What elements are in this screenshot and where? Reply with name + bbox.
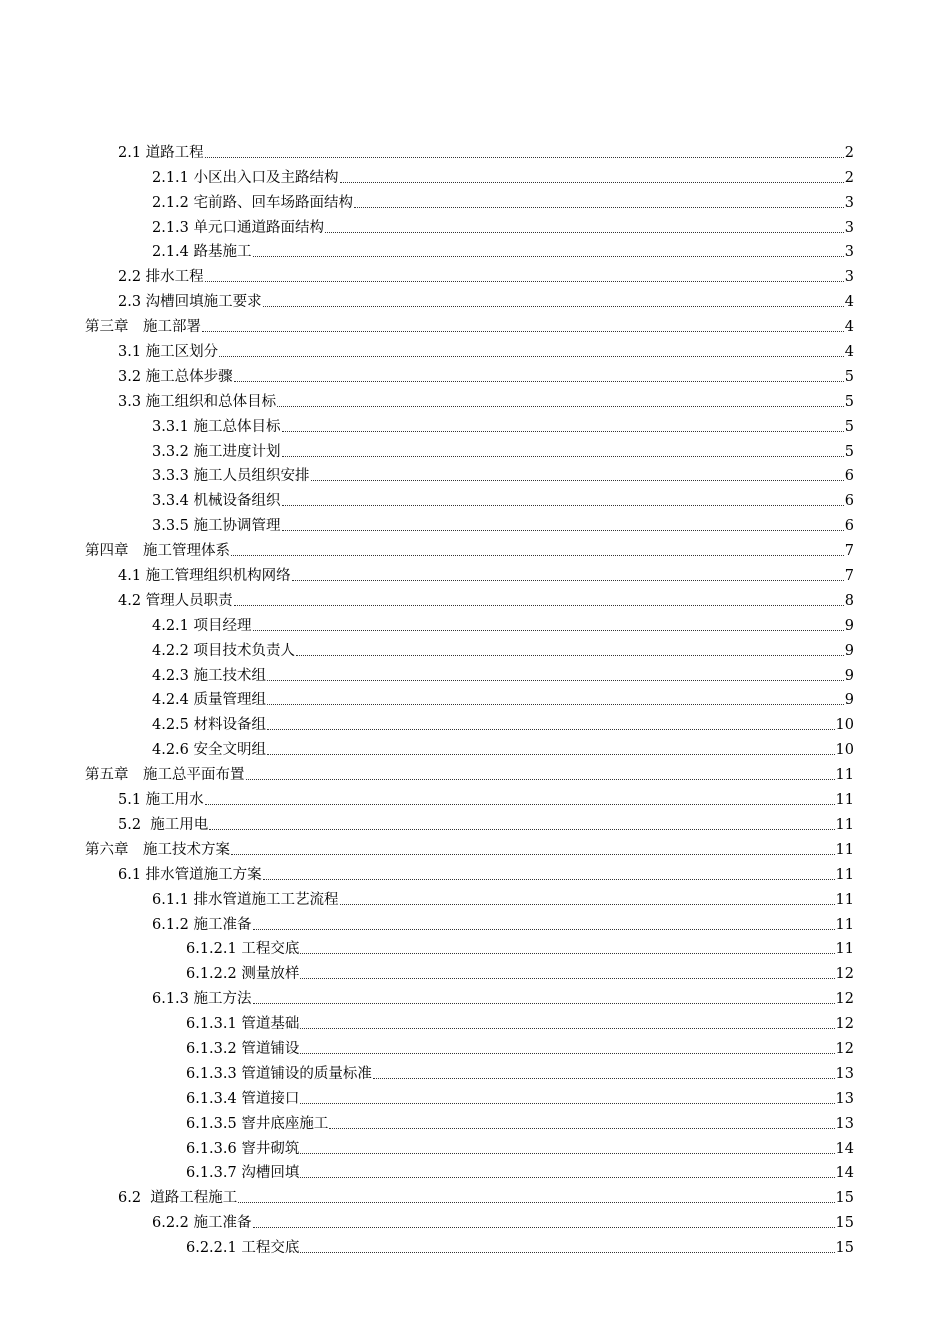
toc-page-number: 3 xyxy=(844,219,854,236)
toc-entry-label: 3.3.2 施工进度计划 xyxy=(152,443,281,460)
toc-leader-dots xyxy=(205,157,844,158)
toc-entry[interactable] xyxy=(0,1136,950,1161)
toc-entry-label: 6.1.3.5 窨井底座施工 xyxy=(186,1115,329,1132)
toc-entry-label: 6.1.3.1 管道基础 xyxy=(186,1016,300,1033)
toc-leader-dots xyxy=(219,356,844,357)
toc-page-number: 13 xyxy=(835,1115,854,1132)
toc-entry-line xyxy=(186,1090,854,1108)
toc-entry-line xyxy=(118,293,854,311)
toc-entry-label: 2.3 沟槽回填施工要求 xyxy=(118,294,262,311)
toc-leader-dots xyxy=(234,381,844,382)
toc-page-number: 5 xyxy=(844,443,854,460)
toc-entry[interactable] xyxy=(0,1185,950,1210)
toc-entry-line xyxy=(152,891,854,909)
toc-entry-label: 5.1 施工用水 xyxy=(118,792,204,809)
toc-entry-line xyxy=(85,318,854,336)
toc-page-number: 15 xyxy=(835,1215,854,1232)
toc-entry[interactable] xyxy=(0,986,950,1011)
toc-entry-line xyxy=(152,219,854,237)
toc-entry-label: 第六章 施工技术方案 xyxy=(85,841,230,858)
toc-leader-dots xyxy=(292,580,844,581)
toc-leader-dots xyxy=(238,1202,834,1203)
toc-leader-dots xyxy=(300,978,834,979)
toc-entry[interactable] xyxy=(0,464,950,489)
toc-entry[interactable] xyxy=(0,1061,950,1086)
toc-leader-dots xyxy=(246,779,835,780)
toc-entry-label: 2.1.4 路基施工 xyxy=(152,244,252,261)
toc-page-number: 9 xyxy=(844,617,854,634)
toc-entry[interactable] xyxy=(0,812,950,837)
toc-entry[interactable] xyxy=(0,887,950,912)
toc-entry-label: 2.2 排水工程 xyxy=(118,269,204,286)
toc-entry[interactable] xyxy=(0,513,950,538)
toc-entry-label: 4.2.5 材料设备组 xyxy=(152,717,267,734)
toc-entry-line xyxy=(186,1015,854,1033)
toc-page-number: 10 xyxy=(835,742,854,759)
toc-entry[interactable] xyxy=(0,862,950,887)
toc-entry-line xyxy=(186,1164,854,1182)
toc-entry[interactable] xyxy=(0,140,950,165)
toc-entry-line xyxy=(186,1115,854,1133)
toc-entry-line xyxy=(152,916,854,934)
toc-leader-dots xyxy=(263,306,844,307)
toc-leader-dots xyxy=(300,1103,834,1104)
toc-page-number: 5 xyxy=(844,368,854,385)
toc-entry-line xyxy=(118,592,854,610)
toc-page-number: 12 xyxy=(835,991,854,1008)
toc-page-number: 11 xyxy=(835,767,854,784)
toc-leader-dots xyxy=(300,1153,834,1154)
toc-entry[interactable] xyxy=(0,264,950,289)
toc-entry-line xyxy=(152,1214,854,1232)
toc-entry[interactable] xyxy=(0,663,950,688)
toc-entry[interactable] xyxy=(0,389,950,414)
toc-page-number: 11 xyxy=(835,841,854,858)
toc-entry-label: 3.2 施工总体步骤 xyxy=(118,368,233,385)
toc-entry-label: 第三章 施工部署 xyxy=(85,319,201,336)
toc-page-number: 10 xyxy=(835,717,854,734)
toc-entry[interactable] xyxy=(0,1111,950,1136)
toc-entry-line xyxy=(152,667,854,685)
toc-leader-dots xyxy=(282,456,844,457)
toc-leader-dots xyxy=(300,953,834,954)
toc-page-number: 6 xyxy=(844,468,854,485)
toc-entry-label: 6.2 道路工程施工 xyxy=(118,1190,238,1207)
toc-entry-label: 2.1.3 单元口通道路面结构 xyxy=(152,219,325,236)
toc-leader-dots xyxy=(267,754,835,755)
toc-leader-dots xyxy=(267,729,835,730)
toc-entry[interactable] xyxy=(0,240,950,265)
toc-entry[interactable] xyxy=(0,289,950,314)
toc-entry-line xyxy=(186,1140,854,1158)
toc-page-number: 12 xyxy=(835,1016,854,1033)
toc-entry-label: 4.2.3 施工技术组 xyxy=(152,667,267,684)
toc-entry-label: 4.2.4 质量管理组 xyxy=(152,692,267,709)
toc-entry[interactable] xyxy=(0,762,950,787)
toc-page-number: 9 xyxy=(844,667,854,684)
toc-page-number: 12 xyxy=(835,966,854,983)
toc-page-number: 13 xyxy=(835,1065,854,1082)
toc-leader-dots xyxy=(329,1128,834,1129)
toc-entry[interactable] xyxy=(0,837,950,862)
toc-entry[interactable] xyxy=(0,613,950,638)
toc-page-number: 7 xyxy=(844,543,854,560)
toc-entry[interactable] xyxy=(0,439,950,464)
toc-page-number: 2 xyxy=(844,144,854,161)
toc-entry-line xyxy=(152,990,854,1008)
toc-page-number: 2 xyxy=(844,169,854,186)
table-of-contents xyxy=(0,140,950,1260)
toc-entry-label: 2.1.2 宅前路、回车场路面结构 xyxy=(152,194,354,211)
toc-entry-line xyxy=(152,467,854,485)
toc-entry-line xyxy=(118,816,854,834)
toc-entry[interactable] xyxy=(0,1011,950,1036)
toc-leader-dots xyxy=(373,1078,835,1079)
toc-leader-dots xyxy=(234,605,844,606)
toc-entry-line xyxy=(152,741,854,759)
toc-entry-line xyxy=(152,194,854,212)
toc-entry[interactable] xyxy=(0,1235,950,1260)
toc-page-number: 4 xyxy=(844,294,854,311)
toc-page-number: 7 xyxy=(844,568,854,585)
toc-page-number: 3 xyxy=(844,244,854,261)
toc-leader-dots xyxy=(354,207,844,208)
toc-entry-label: 6.1.2.2 测量放样 xyxy=(186,966,300,983)
toc-entry-label: 6.2.2 施工准备 xyxy=(152,1215,252,1232)
toc-page-number: 14 xyxy=(835,1140,854,1157)
toc-entry-line xyxy=(118,866,854,884)
toc-entry-line xyxy=(118,368,854,386)
toc-leader-dots xyxy=(253,630,844,631)
toc-entry[interactable] xyxy=(0,364,950,389)
toc-entry-line xyxy=(152,642,854,660)
toc-entry-label: 第五章 施工总平面布置 xyxy=(85,767,245,784)
toc-entry[interactable] xyxy=(0,190,950,215)
toc-leader-dots xyxy=(205,281,844,282)
toc-leader-dots xyxy=(231,854,835,855)
toc-entry[interactable] xyxy=(0,339,950,364)
toc-entry-label: 3.1 施工区划分 xyxy=(118,344,219,361)
toc-entry[interactable] xyxy=(0,414,950,439)
toc-entry-label: 3.3.1 施工总体目标 xyxy=(152,418,281,435)
toc-leader-dots xyxy=(282,530,844,531)
toc-entry[interactable] xyxy=(0,314,950,339)
toc-entry[interactable] xyxy=(0,712,950,737)
toc-leader-dots xyxy=(209,829,834,830)
toc-entry[interactable] xyxy=(0,961,950,986)
toc-entry-label: 3.3.4 机械设备组织 xyxy=(152,493,281,510)
toc-leader-dots xyxy=(231,555,844,556)
toc-entry-line xyxy=(85,841,854,859)
toc-entry-label: 6.1.2 施工准备 xyxy=(152,916,252,933)
toc-leader-dots xyxy=(282,431,844,432)
toc-entry-line xyxy=(152,243,854,261)
toc-page-number: 4 xyxy=(844,319,854,336)
toc-page-number: 3 xyxy=(844,269,854,286)
toc-page-number: 11 xyxy=(835,816,854,833)
toc-leader-dots xyxy=(325,232,844,233)
toc-entry-line xyxy=(152,617,854,635)
toc-entry-line xyxy=(118,393,854,411)
toc-entry-label: 4.2.2 项目技术负责人 xyxy=(152,642,296,659)
toc-entry-line xyxy=(85,766,854,784)
toc-entry[interactable] xyxy=(0,638,950,663)
toc-entry-label: 6.2.2.1 工程交底 xyxy=(186,1240,300,1257)
toc-entry[interactable] xyxy=(0,588,950,613)
toc-leader-dots xyxy=(267,704,844,705)
toc-page-number: 4 xyxy=(844,344,854,361)
toc-entry-line xyxy=(152,169,854,187)
toc-entry-label: 6.1.3.7 沟槽回填 xyxy=(186,1165,300,1182)
toc-entry-line xyxy=(118,1189,854,1207)
toc-page-number: 5 xyxy=(844,418,854,435)
toc-entry-line xyxy=(152,492,854,510)
toc-page-number: 11 xyxy=(835,792,854,809)
toc-entry-line xyxy=(186,940,854,958)
toc-entry-label: 6.1.3 施工方法 xyxy=(152,991,252,1008)
toc-leader-dots xyxy=(296,655,844,656)
toc-entry-label: 4.2.1 项目经理 xyxy=(152,617,252,634)
toc-entry-line xyxy=(118,268,854,286)
toc-leader-dots xyxy=(253,1227,835,1228)
toc-entry[interactable] xyxy=(0,165,950,190)
toc-leader-dots xyxy=(253,929,835,930)
toc-entry[interactable] xyxy=(0,1086,950,1111)
toc-leader-dots xyxy=(263,879,835,880)
toc-entry-line xyxy=(152,443,854,461)
toc-entry-label: 2.1.1 小区出入口及主路结构 xyxy=(152,169,339,186)
toc-page-number: 11 xyxy=(835,916,854,933)
toc-entry-label: 4.2.6 安全文明组 xyxy=(152,742,267,759)
toc-entry-label: 6.1.2.1 工程交底 xyxy=(186,941,300,958)
toc-entry-label: 6.1.3.4 管道接口 xyxy=(186,1090,300,1107)
toc-page-number: 6 xyxy=(844,518,854,535)
toc-entry-line xyxy=(118,343,854,361)
toc-entry-line xyxy=(186,1040,854,1058)
toc-leader-dots xyxy=(340,182,844,183)
toc-page-number: 15 xyxy=(835,1240,854,1257)
toc-entry-label: 6.1 排水管道施工方案 xyxy=(118,866,262,883)
toc-page-number: 9 xyxy=(844,642,854,659)
toc-leader-dots xyxy=(340,904,835,905)
toc-entry-label: 2.1 道路工程 xyxy=(118,144,204,161)
toc-page-number: 14 xyxy=(835,1165,854,1182)
toc-entry-label: 6.1.3.2 管道铺设 xyxy=(186,1040,300,1057)
toc-leader-dots xyxy=(253,256,844,257)
toc-page-number: 15 xyxy=(835,1190,854,1207)
toc-entry[interactable] xyxy=(0,1210,950,1235)
toc-leader-dots xyxy=(202,331,844,332)
toc-entry-line xyxy=(118,567,854,585)
toc-entry-label: 5.2 施工用电 xyxy=(118,816,209,833)
toc-leader-dots xyxy=(253,1003,835,1004)
toc-entry[interactable] xyxy=(0,538,950,563)
toc-page-number: 5 xyxy=(844,393,854,410)
toc-page-number: 12 xyxy=(835,1040,854,1057)
toc-leader-dots xyxy=(267,680,844,681)
toc-entry-line xyxy=(152,418,854,436)
toc-page-number: 11 xyxy=(835,866,854,883)
toc-entry-label: 3.3.5 施工协调管理 xyxy=(152,518,281,535)
toc-entry-line xyxy=(152,517,854,535)
toc-leader-dots xyxy=(205,804,835,805)
toc-entry[interactable] xyxy=(0,688,950,713)
toc-page-number: 13 xyxy=(835,1090,854,1107)
toc-leader-dots xyxy=(277,406,844,407)
toc-leader-dots xyxy=(311,480,844,481)
toc-entry[interactable] xyxy=(0,488,950,513)
toc-page-number: 9 xyxy=(844,692,854,709)
toc-entry-line xyxy=(152,691,854,709)
toc-entry-line xyxy=(85,542,854,560)
toc-leader-dots xyxy=(300,1177,834,1178)
toc-entry-label: 第四章 施工管理体系 xyxy=(85,543,230,560)
toc-leader-dots xyxy=(300,1053,834,1054)
toc-entry[interactable] xyxy=(0,563,950,588)
toc-entry-label: 6.1.3.6 窨井砌筑 xyxy=(186,1140,300,1157)
toc-entry[interactable] xyxy=(0,737,950,762)
toc-page-number: 8 xyxy=(844,592,854,609)
toc-entry-label: 3.3 施工组织和总体目标 xyxy=(118,393,277,410)
toc-entry-line xyxy=(118,144,854,162)
toc-leader-dots xyxy=(282,505,844,506)
toc-page-number: 6 xyxy=(844,493,854,510)
toc-entry-line xyxy=(186,965,854,983)
toc-entry[interactable] xyxy=(0,215,950,240)
toc-entry-line xyxy=(118,791,854,809)
toc-page-number: 11 xyxy=(835,941,854,958)
toc-entry-label: 4.1 施工管理组织机构网络 xyxy=(118,568,291,585)
toc-entry[interactable] xyxy=(0,787,950,812)
toc-entry-label: 3.3.3 施工人员组织安排 xyxy=(152,468,310,485)
toc-entry-line xyxy=(152,716,854,734)
toc-page-number: 3 xyxy=(844,194,854,211)
toc-entry-line xyxy=(186,1239,854,1257)
toc-entry[interactable] xyxy=(0,1161,950,1186)
toc-entry-label: 6.1.1 排水管道施工工艺流程 xyxy=(152,891,339,908)
toc-entry-label: 4.2 管理人员职责 xyxy=(118,592,233,609)
toc-leader-dots xyxy=(300,1028,834,1029)
toc-leader-dots xyxy=(300,1252,834,1253)
toc-entry[interactable] xyxy=(0,1036,950,1061)
toc-entry[interactable] xyxy=(0,937,950,962)
toc-page-number: 11 xyxy=(835,891,854,908)
toc-entry[interactable] xyxy=(0,912,950,937)
toc-entry-line xyxy=(186,1065,854,1083)
toc-entry-label: 6.1.3.3 管道铺设的质量标准 xyxy=(186,1065,372,1082)
